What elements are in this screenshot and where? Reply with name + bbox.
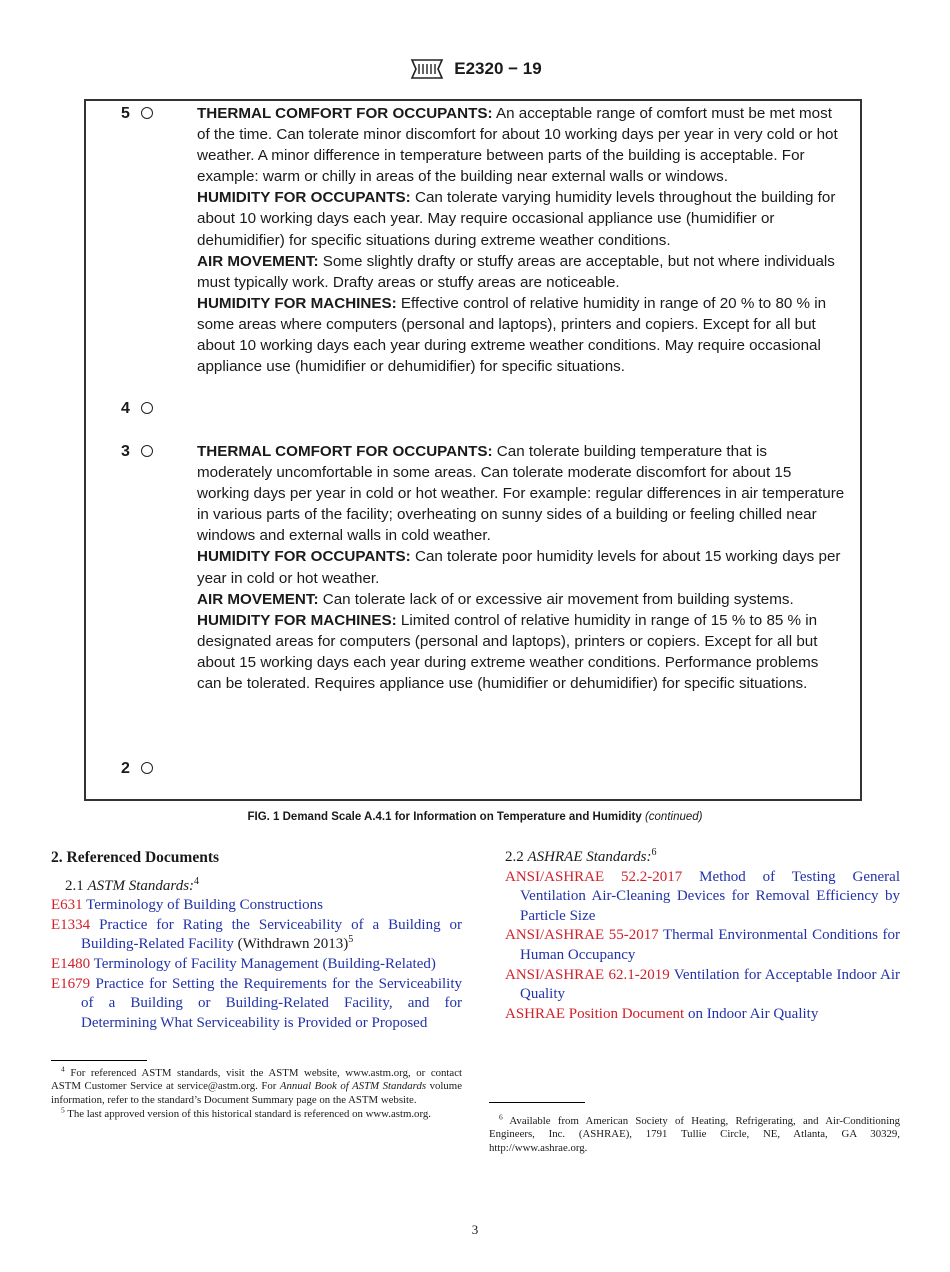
level-number: 4 xyxy=(121,400,130,417)
reference-title-link[interactable]: Ventilation for Acceptable Indoor Air Quality xyxy=(520,966,900,1003)
footnotes-right xyxy=(489,1112,900,1156)
level-number: 3 xyxy=(121,443,130,460)
reference-code-link[interactable]: E1679 xyxy=(51,975,91,992)
reference-item: E1334 Practice for Rating the Serviceability of a Building or Building-Related Facility (Withdrawn 2013)$^5$ xyxy=(51,916,462,953)
reference-code-link[interactable]: ANSI/ASHRAE 52.2-2017 xyxy=(505,868,683,885)
radio-button[interactable] xyxy=(141,445,153,457)
reference-title-link[interactable]: on Indoor Air Quality xyxy=(684,1005,819,1022)
footnote-6: $^6$ Available from American Society of Heating, Refrigerating, and Air-Conditioning Engineers, Inc. (ASHRAE), 1791 Tullie Circle, NE, Atlanta, GA 30329, http://www.ashrae.org. xyxy=(489,1112,900,1154)
level-2 xyxy=(121,758,153,779)
reference-item xyxy=(51,975,462,1034)
level-number: 2 xyxy=(121,760,130,777)
reference-title-link[interactable]: Method of Testing General Ventilation Air-Cleaning Devices for Removal Efficiency by Particle Size xyxy=(520,868,900,924)
description-paragraph: AIR MOVEMENT: Can tolerate lack of or excessive air movement from building systems. xyxy=(197,590,794,608)
reference-title-link[interactable]: Terminology of Building Constructions xyxy=(82,897,324,914)
description-paragraph: HUMIDITY FOR OCCUPANTS: Can tolerate poor humidity levels for about 15 working days per year in cold or hot weather. xyxy=(197,548,841,587)
level-4 xyxy=(121,398,153,419)
reference-item xyxy=(505,966,900,1005)
figure-caption: FIG. 1 Demand Scale A.4.1 for Information on Temperature and Humidity (continued) xyxy=(247,811,703,823)
reference-title-link[interactable]: Thermal Environmental Conditions for Human Occupancy xyxy=(520,927,900,963)
description-paragraph: HUMIDITY FOR OCCUPANTS: Can tolerate varying humidity levels throughout the building for about 10 working days each year. May require occasional appliance use (humidifier or dehumidifier) for specific situations during extreme weather conditions. xyxy=(197,189,836,249)
reference-code-link[interactable]: ANSI/ASHRAE 62.1-2019 xyxy=(505,966,670,983)
description-paragraph: HUMIDITY FOR MACHINES: Limited control of relative humidity in range of 15 % to 85 % in designated areas for computers (personal and laptops), printers or copiers. Except for all but about 15 working days each year during extreme weather conditions. Performance problems can be tolerated. Requires appliance use (humidifier or dehumidifier) for specific situations. xyxy=(197,611,819,693)
reference-code-link[interactable]: E631 xyxy=(51,897,83,914)
footnote-4: $^4$ For referenced ASTM standards, visit the ASTM website, www.astm.org, or contact ASTM Customer Service at service@astm.org. For Annual Book of ASTM Standards volume information, refer to the standard’s Document Summary page on the ASTM website. xyxy=(51,1064,462,1106)
description-paragraph: THERMAL COMFORT FOR OCCUPANTS: Can tolerate building temperature that is moderately uncomfortable in some areas. Can tolerate moderate discomfort for about 15 working days per year in cold or hot weather. For example: regular differences in air temperature in various parts of the facility; overheating on sunny sides of a building or feeling chilled near windows and external walls in cold weather. xyxy=(197,443,845,545)
footnote-5: $^5$ The last approved version of this historical standard is referenced on www.astm.org. xyxy=(61,1105,431,1120)
level-5 xyxy=(121,103,153,124)
left-column xyxy=(51,848,462,1033)
level-3 xyxy=(121,441,153,462)
radio-button[interactable] xyxy=(141,107,153,119)
radio-button[interactable] xyxy=(141,402,153,414)
reference-title-link[interactable]: Practice for Rating the Serviceability of a Building or Building-Related Facility xyxy=(81,916,462,953)
reference-item xyxy=(505,868,900,927)
subsection-astm: 2.1 ASTM Standards:$^4$ xyxy=(65,875,200,894)
right-column xyxy=(505,848,900,1024)
subsection-ashrae: 2.2 ASHRAE Standards:$^6$ xyxy=(505,847,657,865)
description-paragraph: AIR MOVEMENT: Some slightly drafty or stuffy areas are acceptable, but not where individuals must typically work. Drafty areas or stuffy areas are noticeable. xyxy=(197,252,835,291)
reference-title-link[interactable]: Terminology of Facility Management (Building-Related) xyxy=(90,955,436,972)
footnote-rule xyxy=(489,1102,585,1103)
standard-designation: E2320 − 19 xyxy=(454,59,542,78)
reference-item xyxy=(505,926,900,965)
footnotes-left xyxy=(51,1064,462,1122)
level-3-description xyxy=(197,441,845,694)
page-number: 3 xyxy=(471,1222,479,1237)
document-header xyxy=(0,56,950,82)
footnote-rule xyxy=(51,1060,147,1061)
reference-item xyxy=(51,896,462,916)
astm-logo-icon xyxy=(408,56,446,82)
reference-item xyxy=(51,955,462,975)
level-5-description xyxy=(197,103,845,377)
reference-code-link[interactable]: E1480 xyxy=(51,955,91,972)
description-paragraph: THERMAL COMFORT FOR OCCUPANTS: An acceptable range of comfort must be met most of the time. Can tolerate minor discomfort for about 10 working days per year in very cold or hot weather. A minor difference in temperature between parts of the building is acceptable. For example: warm or chilly in areas of the building near external walls or windows. xyxy=(197,105,838,186)
reference-title-link[interactable]: Practice for Setting the Requirements for the Serviceability of a Building or Building-Related Facility, and for Determining What Serviceability is Provided or Proposed xyxy=(81,975,462,1031)
reference-code-link[interactable]: ASHRAE Position Document xyxy=(505,1005,685,1022)
level-number: 5 xyxy=(121,105,130,122)
radio-button[interactable] xyxy=(141,762,153,774)
reference-code-link[interactable]: ANSI/ASHRAE 55-2017 xyxy=(505,927,659,944)
reference-code-link[interactable]: E1334 xyxy=(51,916,91,933)
description-paragraph: HUMIDITY FOR MACHINES: Effective control of relative humidity in range of 20 % to 80 % in some areas where computers (personal and laptops), printers and copiers. Except for all but about 10 working days each year during extreme weather conditions. May require occasional appliance use (humidifier or dehumidifier) for specific situations. xyxy=(197,294,827,376)
section-heading: 2. Referenced Documents xyxy=(51,849,220,866)
reference-item xyxy=(505,1005,900,1025)
